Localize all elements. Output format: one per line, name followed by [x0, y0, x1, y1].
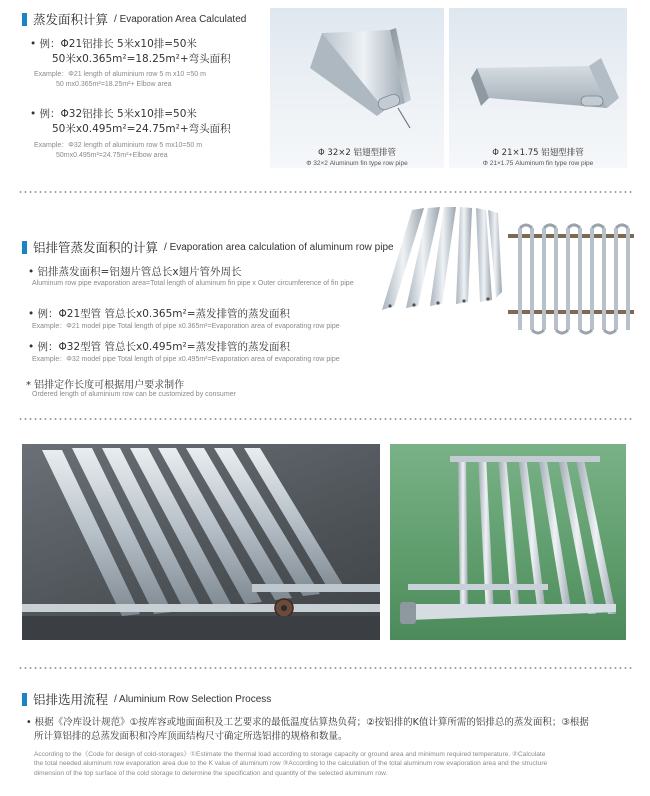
- section-title-evaporation-area: [22, 10, 246, 28]
- selection-process-cn-1: • 根据《冷库设计规范》①按库容或地面面积及工艺要求的最低温度估算热负荷；②按铝排的K值计算所需的铝排总的蒸发面积；③根据: [26, 717, 589, 728]
- fin-pipe-32-caption-cn: Φ 32×2 铝翅型排管: [318, 148, 396, 158]
- fin-pipe-21-illustration: [449, 8, 627, 168]
- fin-pipe-21-caption-en: Φ 21×1.75 Aluminum fin type row pipe: [482, 160, 594, 167]
- example2-line2: 50米x0.495m²=24.75m²+弯头面积: [52, 123, 231, 135]
- row-pipe-assembly-image: [506, 222, 636, 340]
- example2-en1: Example：Φ32 length of aluminium row 5 mx10=50 m: [34, 142, 203, 149]
- selection-process-en-3: dimension of the top surface of the cold storage to determine the specification and quantity of the selected aluminum row.: [34, 770, 388, 777]
- formula-item-en: Aluminum row pipe evaporation area=Total length of aluminum fin pipe x Outer circumference of fin pipe: [32, 280, 354, 287]
- section-title-selection-process: [22, 690, 271, 708]
- example-21-item: • 例：Φ21型管 管总长x0.365m²=蒸发排管的蒸发面积: [28, 308, 291, 320]
- fin-pipe-32-photo: [270, 8, 444, 168]
- fin-pipe-32-caption: [270, 146, 444, 167]
- custom-length-note: * 铝排定作长度可根据用户要求制作: [26, 380, 185, 391]
- example-21-item-en: Example：Φ21 model pipe Total length of pipe x0.365m²=Evaporation area of evaporating row pipe: [32, 323, 340, 330]
- section-marker: [22, 241, 27, 254]
- section-marker: [22, 693, 27, 706]
- green-row-pipe-illustration: [390, 444, 626, 640]
- section-title-cn: 蒸发面积计算: [33, 12, 109, 27]
- example-32-item-en: Example：Φ32 model pipe Total length of pipe x0.495m²=Evaporation area of evaporating row pipe: [32, 356, 340, 363]
- fin-pipe-21-caption: [449, 146, 627, 167]
- example1-en2: 50 mx0.365m²=18.25m²+ Elbow area: [56, 81, 172, 88]
- example1-line2: 50米x0.365m²=18.25m²+弯头面积: [52, 53, 231, 65]
- fin-pipes-group-illustration: [372, 202, 504, 318]
- fin-pipes-group-image: [372, 202, 504, 318]
- fin-pipe-32-caption-en: Φ 32×2 Aluminum fin type row pipe: [306, 160, 408, 167]
- selection-process-cn-2: 所计算铝排的总蒸发面积和冷库顶面结构尺寸确定所选铝排的规格和数量。: [34, 731, 348, 742]
- selection-process-en-2: the total needed aluminum row evaporation area due to the K value of aluminum row ③According to the calculation of the total aluminum row evaporation area and the structure: [34, 760, 548, 767]
- example2-en2: 50mx0.495m²=24.75m²+Elbow area: [56, 152, 168, 159]
- section-title-cn: 铝排选用流程: [33, 692, 109, 707]
- fin-pipe-21-caption-cn: Φ 21×1.75 铝翅型排管: [492, 148, 584, 158]
- formula-item: • 铝排蒸发面积=铝翅片管总长x翅片管外周长: [28, 266, 242, 278]
- row-pipe-assembly-illustration: [506, 222, 636, 340]
- factory-row-pipes-illustration: [22, 444, 380, 640]
- section-title-en: / Evaporation Area Calculated: [114, 13, 247, 25]
- divider-dots: [18, 418, 632, 420]
- factory-row-pipes-photo: [22, 444, 380, 640]
- section-marker: [22, 13, 27, 26]
- section-title-en: / Aluminium Row Selection Process: [114, 693, 272, 705]
- custom-length-note-en: Ordered length of aluminium row can be customized by consumer: [32, 391, 236, 398]
- divider-dots: [18, 191, 632, 193]
- example-32-item: • 例：Φ32型管 管总长x0.495m²=蒸发排管的蒸发面积: [28, 341, 291, 353]
- fin-pipe-21-photo: [449, 8, 627, 168]
- selection-process-en-1: According to the《Code for design of cold-storages》①Estimate the thermal load according to storage capacity or ground area and minimum required temperature. ②Calculate: [34, 751, 546, 758]
- divider-dots: [18, 667, 632, 669]
- fin-pipe-32-illustration: [270, 8, 444, 168]
- section-title-en: / Evaporation area calculation of aluminum row pipe: [164, 241, 394, 253]
- example2-line1: • 例：Φ32铝排长 5米x10排=50米: [30, 108, 197, 120]
- section-title-row-pipe-area: [22, 238, 394, 256]
- green-row-pipe-photo: [390, 444, 626, 640]
- example1-en1: Example：Φ21 length of aluminium row 5 m x10 =50 m: [34, 71, 206, 78]
- section-title-cn: 铝排管蒸发面积的计算: [33, 240, 159, 255]
- example1-line1: • 例：Φ21铝排长 5米x10排=50米: [30, 38, 197, 50]
